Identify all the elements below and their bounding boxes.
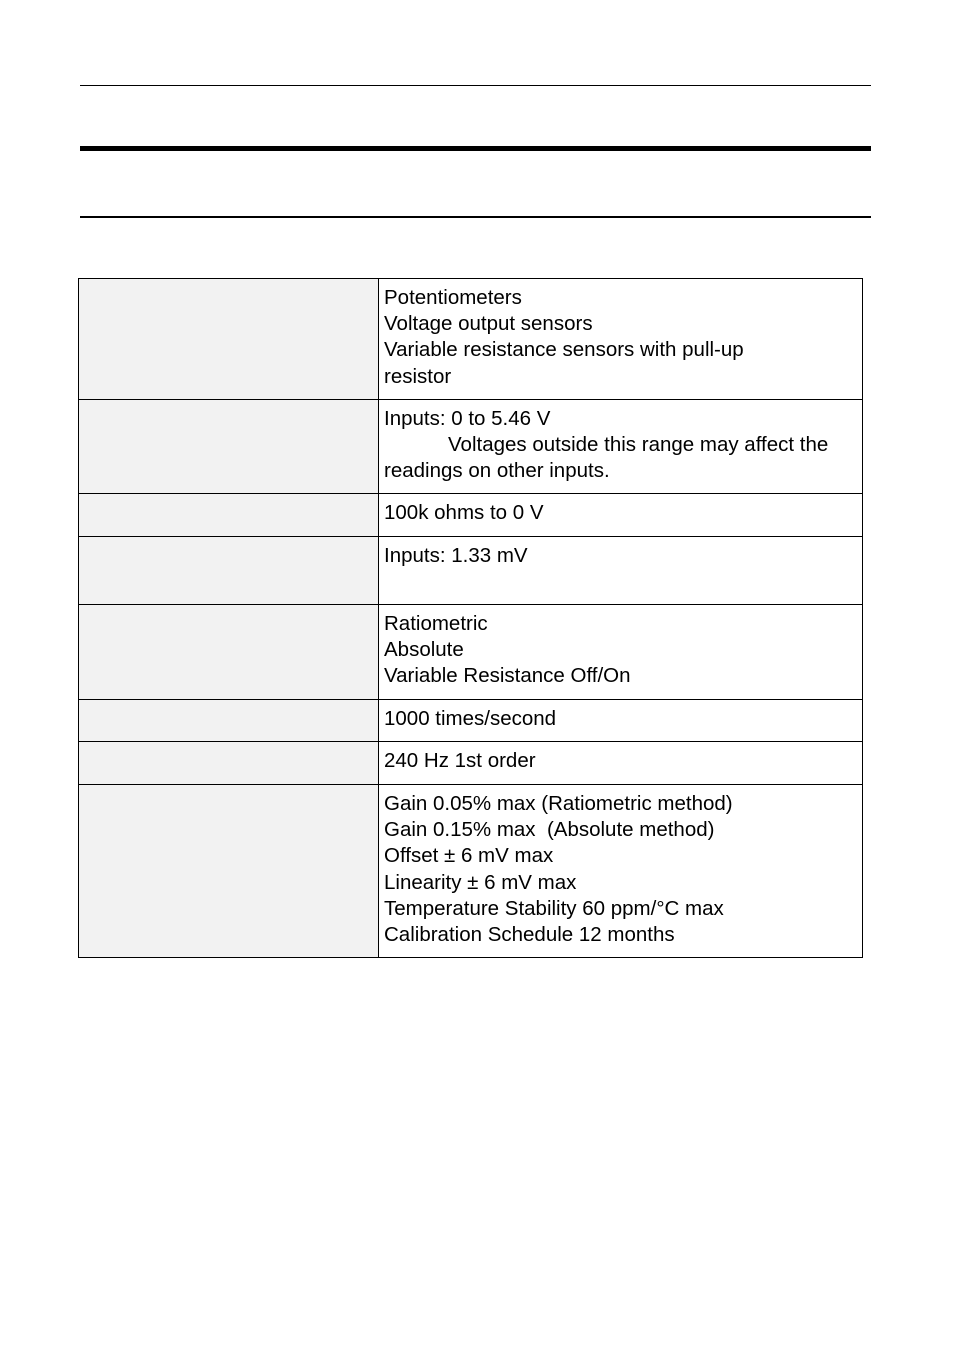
spec-value-cell: [379, 742, 863, 785]
spec-label-cell: [79, 537, 379, 605]
spec-label-cell: [79, 700, 379, 742]
spec-value-note: Voltages outside this range may affect the readings on other inputs.: [384, 433, 829, 483]
table-row: [79, 400, 863, 494]
spec-value-cell: [379, 494, 863, 537]
spec-value-line: 100k ohms to 0 V: [384, 501, 544, 524]
spec-value-line: Offset ± 6 mV max: [384, 844, 554, 868]
spec-value-line: Temperature Stability 60 ppm/°C max: [384, 896, 724, 920]
spec-value-line: Voltage output sensors: [384, 312, 593, 336]
spec-label-cell: [79, 400, 379, 494]
spec-value-line: 1000 times/second: [384, 707, 557, 730]
spec-value-line: Ratiometric: [384, 612, 488, 635]
table-row: [79, 537, 863, 605]
header-rule: [80, 85, 871, 86]
spec-value-line: Variable Resistance Off/On: [384, 664, 631, 688]
spec-label-cell: [79, 279, 379, 400]
table-row: [79, 279, 863, 400]
spec-value-line: Inputs: 1.33 mV: [384, 544, 528, 567]
table-row: [79, 700, 863, 742]
spec-label-cell: [79, 742, 379, 785]
spec-label-cell: [79, 605, 379, 700]
table-row: [79, 742, 863, 785]
spec-value-line: Gain 0.15% max (Absolute method): [384, 818, 715, 842]
spec-label-cell: [79, 494, 379, 537]
spec-value-line: Gain 0.05% max (Ratiometric method): [384, 792, 733, 815]
table-row: [79, 494, 863, 537]
spec-value-line: Potentiometers: [384, 286, 522, 309]
spec-value-cell: [379, 279, 863, 400]
spec-value-line: Variable resistance sensors with pull-up resistor: [384, 338, 744, 388]
spec-value-line: 240 Hz 1st order: [384, 749, 536, 772]
spec-value-cell: [379, 700, 863, 742]
spec-value-line: Absolute: [384, 638, 464, 662]
spec-value-cell: [379, 605, 863, 700]
table-row: [79, 605, 863, 700]
spec-value-line: Inputs: 0 to 5.46 V: [384, 407, 551, 430]
table-row: [79, 785, 863, 958]
spec-label-cell: [79, 785, 379, 958]
spec-value-cell: [379, 400, 863, 494]
specification-table: [78, 278, 863, 958]
spec-value-cell: [379, 537, 863, 605]
section-rule: [80, 216, 871, 218]
spec-value-line: Calibration Schedule 12 months: [384, 923, 675, 947]
section-rule-thick: [80, 146, 871, 151]
spec-value-line: Linearity ± 6 mV max: [384, 870, 577, 894]
spec-value-cell: [379, 785, 863, 958]
